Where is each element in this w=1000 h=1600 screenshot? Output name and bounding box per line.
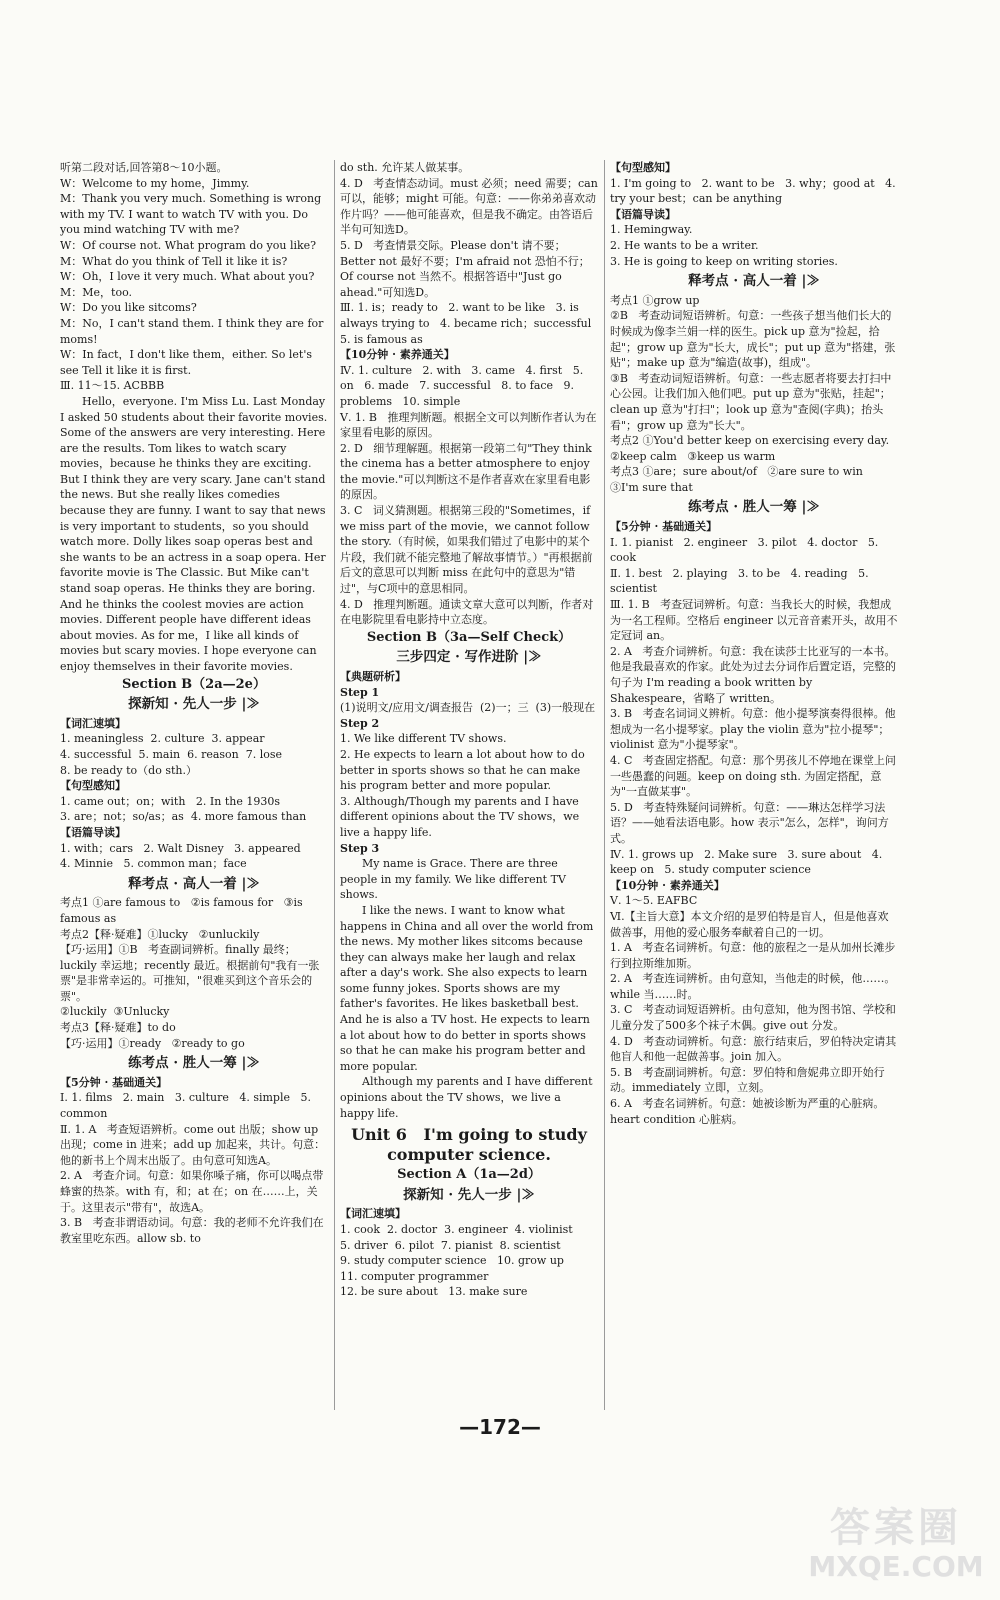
page-number: —172— — [459, 1415, 541, 1439]
answer-line: 1. with；cars 2. Walt Disney 3. appeared — [60, 841, 301, 855]
answer-line: 12. be sure about 13. make sure — [340, 1285, 528, 1299]
answer-line: 4. C 考查固定搭配。句意：那个男孩儿不停地在课堂上问一些愚蠢的问题。keep on doing sth. 为固定搭配，意为"一直做某事"。 — [610, 753, 896, 799]
watermark-logo: 答案圈 — [830, 1505, 962, 1551]
subsection-label: 【10分钟 · 素养通关】 — [610, 878, 725, 892]
subsection-label: 【语篇导读】 — [610, 207, 676, 221]
column-right — [610, 160, 898, 1410]
section-heading: 练考点 · 胜人一筹 |≫ — [688, 499, 820, 516]
answer-line: 【巧·运用】①B 考查副词辨析。finally 最终；luckily 幸运地；recently 最近。根据前句"我有一张票"是非常幸运的。可推知，"很难买到这个音乐会的票"。 — [60, 943, 320, 1003]
answer-line: I like the news. I want to know what happens in China and all over the world from the news. My mother likes sitcoms because they can always make her laugh and relax after a day's work. She also expects to learn some funny jokes. Sports shows are my father's favorites. He likes basketball best. And he is also a TV host. He expects to learn a lot about how to do better in sports shows so that he can make his program better and more popular. — [340, 903, 597, 1073]
answer-line: 1. cook 2. doctor 3. engineer 4. violinist — [340, 1223, 573, 1236]
answer-line: W：Of course not. What program do you like? — [60, 238, 317, 252]
subsection-label: 【典题研析】 — [340, 670, 406, 683]
section-heading: 释考点 · 高人一着 |≫ — [128, 875, 260, 892]
answer-line: My name is Grace. There are three people in my family. We like different TV shows. — [340, 857, 570, 902]
column-left — [60, 160, 331, 1420]
answer-line: Although my parents and I have different opinions about the TV shows，we live a happy life. — [340, 1075, 596, 1120]
answer-line: 考点3 ①are；sure about/of ②are sure to win ③I'm sure that — [610, 465, 874, 494]
answer-line: 2. He expects to learn a lot about how to do better in sports shows so that he can make his program better and more popular. — [340, 747, 589, 793]
section-heading: 练考点 · 胜人一筹 |≫ — [128, 1055, 260, 1072]
answer-line: W：Oh，I love it very much. What about you? — [60, 270, 315, 284]
answer-line: Ⅲ. 1. B 考查冠词辨析。句意：当我长大的时候，我想成为一名工程师。空格后 engineer 以元音音素开头，故用不定冠词 an。 — [610, 598, 898, 643]
subsection-label: 【5分钟 · 基础通关】 — [610, 520, 718, 534]
answer-line: M：No，I can't stand them. I think they are for moms! — [60, 316, 327, 346]
column-divider — [334, 160, 335, 1410]
answer-line: 2. A 考查介词。句意：如果你嗓子痛，你可以喝点带蜂蜜的热茶。with 有，和；at 在；on 在……上，关于。这里表示"带有"，故选A。 — [60, 1169, 324, 1214]
subsection-label: 【10分钟 · 素养通关】 — [340, 348, 455, 362]
answer-line: W：In fact，I don't like them，either. So let's see Tell it like it is first. — [60, 348, 316, 377]
answer-line: Ⅲ. 1. is；ready to 2. want to be like 3. is always trying to 4. became rich；successful 5. is famous as — [340, 301, 602, 346]
section-heading: 三步四定 · 写作进阶 |≫ — [396, 649, 542, 666]
answer-line: 1. came out；on；with 2. In the 1930s — [60, 794, 280, 808]
answer-line: 3. C 词义猜测题。根据第三段的"Sometimes，if we miss part of the movie，we cannot follow the story.（有时候，如果我们错过了电影中的某个片段，我们就不能完整地了解故事情节。）"再根据前后文的意思可以判断 miss 在此句中的意思为"错过"，与C项中的意思相同。 — [340, 504, 594, 596]
answer-line: 3. C 考查动词短语辨析。由句意知，他为图书馆、学校和儿童分发了500多个袜子木偶。give out 分发。 — [610, 1003, 896, 1033]
answer-line: 2. He wants to be a writer. — [610, 238, 759, 252]
answer-line: 5. B 考查副词辨析。句意：罗伯特和詹妮弗立即开始行动。immediately 立即，立刻。 — [610, 1065, 885, 1095]
subsection-label: 【词汇速填】 — [340, 1207, 406, 1221]
answer-line: do sth. 允许某人做某事。 — [340, 161, 470, 174]
answer-line: 4. D 考查动词辨析。句意：旅行结束后，罗伯特决定请其他盲人和他一起做善事。join 加入。 — [610, 1034, 897, 1064]
subsection-label: Step 1 — [340, 685, 380, 699]
answer-line: 11. computer programmer — [340, 1269, 489, 1283]
answer-line: 2. A 考查连词辨析。由句意知，当他走的时候，他……。while 当……时。 — [610, 972, 896, 1001]
section-heading: 探新知 · 先人一步 |≫ — [403, 1186, 535, 1203]
answer-line: M：What do you think of Tell it like it is? — [60, 254, 288, 268]
answer-line: 5. D 考查特殊疑问词辨析。句意：——琳达怎样学习法语？——她看法语电影。how 表示"怎么，怎样"，询问方式。 — [610, 800, 889, 845]
answer-line: Ⅴ. 1～5. EAFBC — [610, 894, 698, 908]
answer-line: 考点2【释·疑难】①lucky ②unluckily — [60, 927, 260, 941]
answer-line: 3. B 考查名词词义辨析。句意：他小提琴演奏得很棒。他想成为一名小提琴家。play the violin 意为"拉小提琴"；violinist 意为"小提琴家"。 — [610, 707, 896, 752]
answer-line: 3. He is going to keep on writing stories. — [610, 254, 838, 268]
answer-line: ③B 考查动词短语辨析。句意：一些志愿者将要去打扫中心公园。让我们加入他们吧。put up 意为"张贴，挂起"；clean up 意为"打扫"；look up 意为"查阅(字典)；抬头看"；grow up 意为"长大"。 — [610, 371, 892, 432]
answer-line: 2. D 细节理解题。根据第一段第二句"They think the cinema has a better atmosphere to enjoy the movie."可以判断这不是作者喜欢在家里看电影的原因。 — [340, 441, 596, 502]
answer-line: W：Do you like sitcoms? — [60, 301, 197, 315]
answer-line: Ⅰ. 1. films 2. main 3. culture 4. simple 5. common — [60, 1091, 315, 1121]
answer-line: ②B 考查动词短语辨析。句意：一些孩子想当他们长大的时候成为像李兰娟一样的医生。pick up 意为"捡起，拾起"；grow up 意为"长大，成长"；put up 意为"搭建，张贴"；make up 意为"编造(故事)，组成"。 — [610, 309, 896, 370]
answer-line: 2. A 考查介词辨析。句意：我在读莎士比亚写的一本书。他是我最喜欢的作家。此处为过去分词作后置定语，完整的句子为 I'm reading a book written by Shakespeare，省略了 written。 — [610, 644, 896, 705]
answer-line: Ⅱ. 1. A 考查短语辨析。come out 出版；show up 出现；come in 进来；add up 加起来，共计。句意：他的新书上个周末出版了。由句意可知选A。 — [60, 1122, 326, 1167]
answer-line: 1. A 考查名词辨析。句意：他的旅程之一是从加州长滩步行到拉斯维加斯。 — [610, 941, 896, 970]
answer-line: Ⅳ. 1. grows up 2. Make sure 3. sure about 4. keep on 5. study computer science — [610, 847, 886, 877]
subsection-label: Step 3 — [340, 841, 380, 855]
answer-line: 【巧·运用】①ready ②ready to go — [60, 1036, 245, 1050]
answer-line: Ⅱ. 1. best 2. playing 3. to be 4. reading 5. scientist — [610, 566, 873, 596]
answer-line: M：Me，too. — [60, 285, 133, 299]
answer-line: 4. Minnie 5. common man；face — [60, 857, 247, 871]
section-heading: Section A（1a—2d） — [397, 1167, 541, 1183]
subsection-label: 【5分钟 · 基础通关】 — [60, 1075, 168, 1089]
section-heading: Section B（3a—Self Check） — [366, 629, 572, 645]
answer-line: 考点1 ①grow up — [610, 293, 700, 307]
subsection-label: 【语篇导读】 — [60, 825, 126, 839]
answer-line: 考点3【释·疑难】to do — [60, 1021, 176, 1035]
answer-line: W：Welcome to my home，Jimmy. — [60, 176, 250, 190]
answer-line: Ⅳ. 1. culture 2. with 3. came 4. first 5. on 6. made 7. successful 8. to face 9. problems 10. simple — [340, 363, 587, 408]
answer-line: 1. meaningless 2. culture 3. appear — [60, 732, 265, 746]
answer-line: 4. D 考查情态动词。must 必须；need 需要；can 可以，能够；might 可能。句意：——你弟弟喜欢动作片吗？——他可能喜欢，但是我不确定。由答语后半句可知选D。 — [340, 176, 602, 237]
answer-line: 9. study computer science 10. grow up — [340, 1254, 564, 1268]
answer-line: 4. successful 5. main 6. reason 7. lose — [60, 747, 283, 761]
section-heading: Section B（2a—2e） — [122, 676, 266, 692]
answer-line: 1. We like different TV shows. — [340, 732, 507, 746]
answer-line: 5. driver 6. pilot 7. pianist 8. scientist — [340, 1238, 561, 1252]
section-heading: Unit 6 I'm going to study computer science. — [351, 1125, 593, 1165]
answer-line: Hello，everyone. I'm Miss Lu. Last Monday I asked 50 students about their favorite movies. Some of the answers are very interesting. Here are the results. Tom likes to watch scary movies，because he thinks they are exciting. But I think they are very scary. Jane can't stand the news. But she really likes comedies because they are funny. I want to say that news is very important to students，so you should watch more. Dolly likes soap operas best and she wants to be an actress in a soap opera. Her favorite movie is The Classic. But Mike can't stand soap operas. He thinks they are boring. And he thinks the coolest movies are action movies. Different people have different ideas about movies. As for me，I like all kinds of movies but scary movies. I hope everyone can enjoy themselves in their favorite movies. — [60, 394, 331, 673]
answer-line: 3. Although/Though my parents and I have different opinions about the TV shows，we live a happy life. — [340, 794, 583, 839]
answer-line: 8. be ready to（do sth.） — [60, 763, 197, 777]
watermark-url: MXQE.COM — [808, 1550, 984, 1583]
subsection-label: Step 2 — [340, 716, 380, 730]
answer-line: 1. I'm going to 2. want to be 3. why；good at 4. try your best；can be anything — [610, 176, 900, 206]
answer-line: 6. A 考查名词辨析。句意：她被诊断为严重的心脏病。heart condition 心脏病。 — [610, 1097, 885, 1126]
answer-line: 5. D 考查情景交际。Please don't 请不要；Better not 最好不要；I'm afraid not 恐怕不行；Of course not 当然不。根据答语中"Just go ahead."可知选D。 — [340, 238, 590, 299]
subsection-label: 【句型感知】 — [60, 779, 126, 793]
column-divider — [604, 160, 605, 1410]
answer-line: ②luckily ③Unlucky — [60, 1005, 170, 1019]
answer-line: 考点2 ①You'd better keep on exercising every day. ②keep calm ③keep us warm — [610, 434, 900, 463]
answer-line: Ⅲ. 11～15. ACBBB — [60, 379, 165, 393]
answer-line: Ⅴ. 1. B 推理判断题。根据全文可以判断作者认为在家里看电影的原因。 — [340, 410, 597, 440]
answer-line: 3. B 考查非谓语动词。句意：我的老师不允许我们在教室里吃东西。allow sb. to — [60, 1216, 324, 1245]
answer-line: Ⅰ. 1. pianist 2. engineer 3. pilot 4. doctor 5. cook — [610, 535, 882, 565]
answer-line: 1. Hemingway. — [610, 223, 693, 237]
subsection-label: 【句型感知】 — [610, 161, 676, 174]
answer-line: 考点1 ①are famous to ②is famous for ③is famous as — [60, 896, 307, 925]
section-heading: 释考点 · 高人一着 |≫ — [688, 273, 820, 290]
answer-line: M：Thank you very much. Something is wrong with my TV. I want to watch TV with you. Do you mind watching TV with me? — [60, 192, 325, 237]
column-middle — [340, 160, 602, 1410]
section-heading: 探新知 · 先人一步 |≫ — [128, 696, 260, 713]
answer-line: 3. are；not；so/as；as 4. more famous than — [60, 810, 307, 824]
answer-line: 4. D 推理判断题。通读文章大意可以判断，作者对在电影院里看电影持中立态度。 — [340, 597, 594, 627]
answer-line: 听第二段对话,回答第8～10小题。 — [60, 161, 228, 174]
watermark — [808, 1505, 984, 1583]
subsection-label: 【词汇速填】 — [60, 716, 126, 730]
answer-line: Ⅵ.【主旨大意】本文介绍的是罗伯特是盲人，但是他喜欢做善事，用他的爱心服务奉献着自己的一切。 — [610, 909, 889, 939]
answer-line: (1)说明文/应用文/调查报告 (2)一；三 (3)一般现在 — [340, 701, 596, 715]
